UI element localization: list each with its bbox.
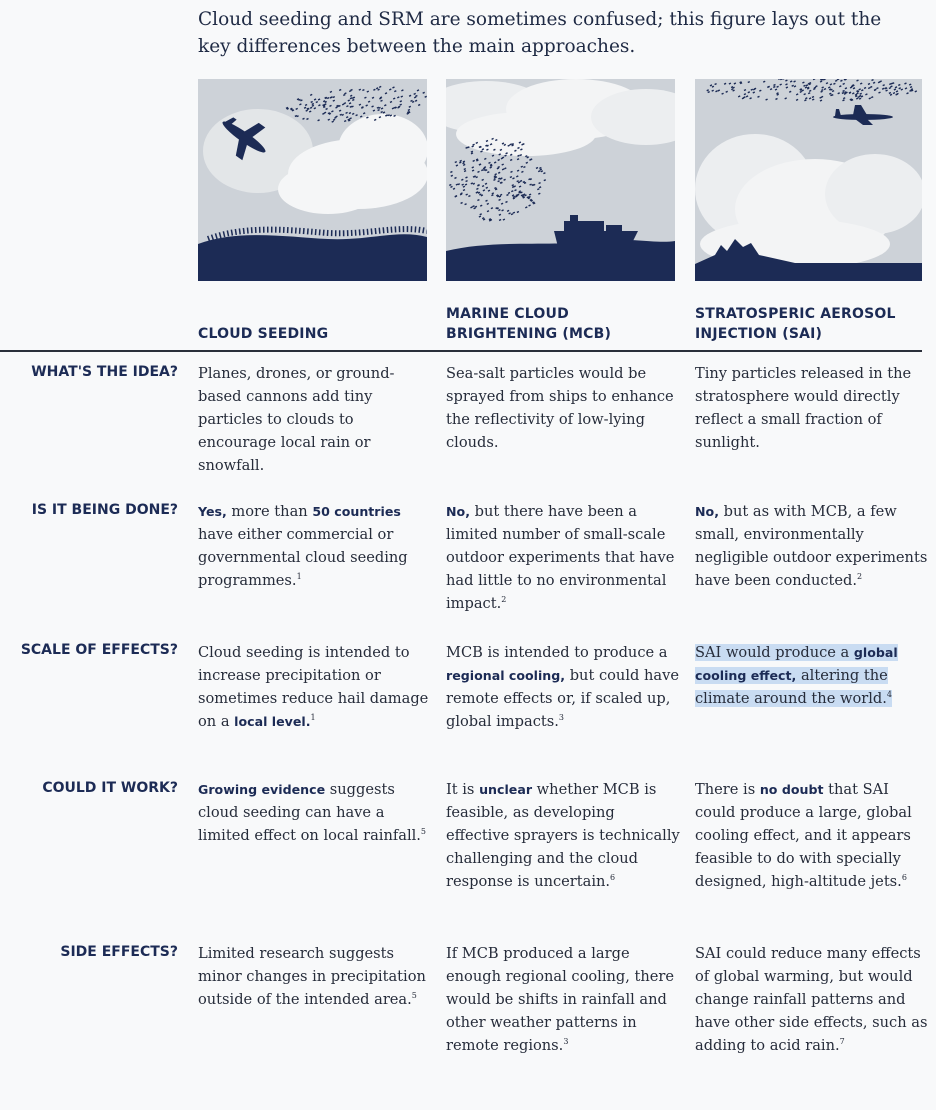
text: There is	[695, 781, 760, 798]
column-header-mcb	[446, 304, 611, 344]
footnote-ref: 7	[839, 1037, 845, 1047]
cell-scale-cloud-seeding	[198, 641, 434, 733]
row-label-being-done: IS IT BEING DONE?	[31, 502, 178, 518]
footnote-ref: 3	[563, 1037, 569, 1047]
cell-done-mcb	[446, 500, 682, 615]
column-header-sai-line2: INJECTION (SAI)	[695, 326, 823, 342]
cell-idea-cloud-seeding: Planes, drones, or ground-based cannons add tiny particles to clouds to encourage local rain or snowfall.	[198, 365, 395, 474]
text: altering the climate around the world.	[695, 667, 888, 707]
column-header-sai	[695, 304, 896, 344]
footnote-ref: 2	[857, 572, 863, 582]
footnote-ref: 4	[886, 690, 892, 700]
text: that SAI could produce a large, global cooling effect, and it appears feasible to do with specially designed, high-altitude jets.	[695, 781, 912, 890]
text: suggests cloud seeding can have a limited effect on local rainfall.	[198, 781, 421, 844]
figure-intro: Cloud seeding and SRM are sometimes confused; this figure lays out the key differences between the main approaches.	[198, 9, 882, 57]
row-label-could-it-work: COULD IT WORK?	[42, 780, 178, 796]
cell-done-sai	[695, 500, 931, 592]
cell-work-cloud-seeding	[198, 778, 434, 847]
cloud-seeding-illustration	[198, 79, 427, 281]
text: It is	[446, 781, 480, 798]
row-label-side-effects: SIDE EFFECTS?	[60, 944, 178, 960]
bold-regional-cooling: regional cooling,	[446, 668, 566, 683]
column-header-cloud-seeding: CLOUD SEEDING	[198, 326, 329, 342]
footnote-ref: 2	[501, 595, 507, 605]
bold-no: No,	[446, 504, 470, 519]
mcb-illustration	[446, 79, 675, 281]
footnote-ref: 1	[296, 572, 302, 582]
text: SAI could reduce many effects of global warming, but would change rainfall patterns and have other side effects, such as adding to acid rain.	[695, 945, 928, 1054]
bold-yes: Yes,	[198, 504, 227, 519]
column-header-mcb-line2: BRIGHTENING (MCB)	[446, 326, 612, 342]
text: Limited research suggests minor changes in precipitation outside of the intended area.	[198, 945, 426, 1008]
footnote-ref: 5	[420, 827, 427, 837]
footnote-ref: 5	[411, 991, 417, 1001]
text: more than	[226, 503, 313, 520]
footnote-ref: 1	[310, 713, 316, 723]
header-divider	[0, 350, 922, 352]
cell-done-cloud-seeding	[198, 500, 434, 592]
bold-growing-evidence: Growing evidence	[198, 782, 326, 797]
bold-no: No,	[695, 504, 719, 519]
bold-global-cooling: global cooling effect,	[695, 645, 898, 683]
sai-illustration	[695, 79, 922, 281]
column-header-mcb-line1: MARINE CLOUD	[446, 306, 569, 322]
cell-side-sai	[695, 942, 931, 1057]
text: but could have remote effects or, if scaled up, global impacts.	[446, 667, 679, 730]
cell-idea-sai: Tiny particles released in the stratosphere would directly reflect a small fraction of sunlight.	[695, 365, 912, 451]
text: Cloud seeding is intended to increase precipitation or sometimes reduce hail damage on a	[198, 644, 429, 730]
bold-local-level: local level.	[234, 714, 311, 729]
cell-idea-mcb: Sea-salt particles would be sprayed from ships to enhance the reflectivity of low-lying clouds.	[446, 365, 674, 451]
cell-work-mcb	[446, 778, 682, 893]
footnote-ref: 6	[901, 873, 907, 883]
text: MCB is intended to produce a	[446, 644, 668, 661]
cell-work-sai	[695, 778, 931, 893]
text: but there have been a limited number of small-scale outdoor experiments that have had little to no environmental impact.	[446, 503, 675, 612]
text: whether MCB is feasible, as developing effective sprayers is technically challenging and the cloud response is uncertain.	[446, 781, 680, 890]
row-label-idea: WHAT'S THE IDEA?	[31, 364, 178, 380]
footnote-ref: 3	[558, 713, 564, 723]
cell-scale-sai	[695, 641, 931, 710]
highlighted-selection[interactable]	[695, 644, 898, 707]
footnote-ref: 6	[610, 873, 616, 883]
bold-no-doubt: no doubt	[759, 782, 824, 797]
cell-side-cloud-seeding	[198, 942, 434, 1011]
column-header-sai-line1: STRATOSPERIC AEROSOL	[695, 306, 896, 322]
bold-unclear: unclear	[479, 782, 533, 797]
text: but as with MCB, a few small, environmentally negligible outdoor experiments have been conducted.	[695, 503, 928, 589]
row-label-scale: SCALE OF EFFECTS?	[20, 642, 178, 658]
cell-side-mcb	[446, 942, 682, 1057]
text: If MCB produced a large enough regional cooling, there would be shifts in rainfall and other weather patterns in remote regions.	[446, 945, 675, 1054]
bold-50-countries: 50 countries	[312, 504, 401, 519]
text: have either commercial or governmental cloud seeding programmes.	[198, 526, 408, 589]
text: SAI would produce a	[695, 644, 854, 661]
cell-scale-mcb	[446, 641, 682, 733]
